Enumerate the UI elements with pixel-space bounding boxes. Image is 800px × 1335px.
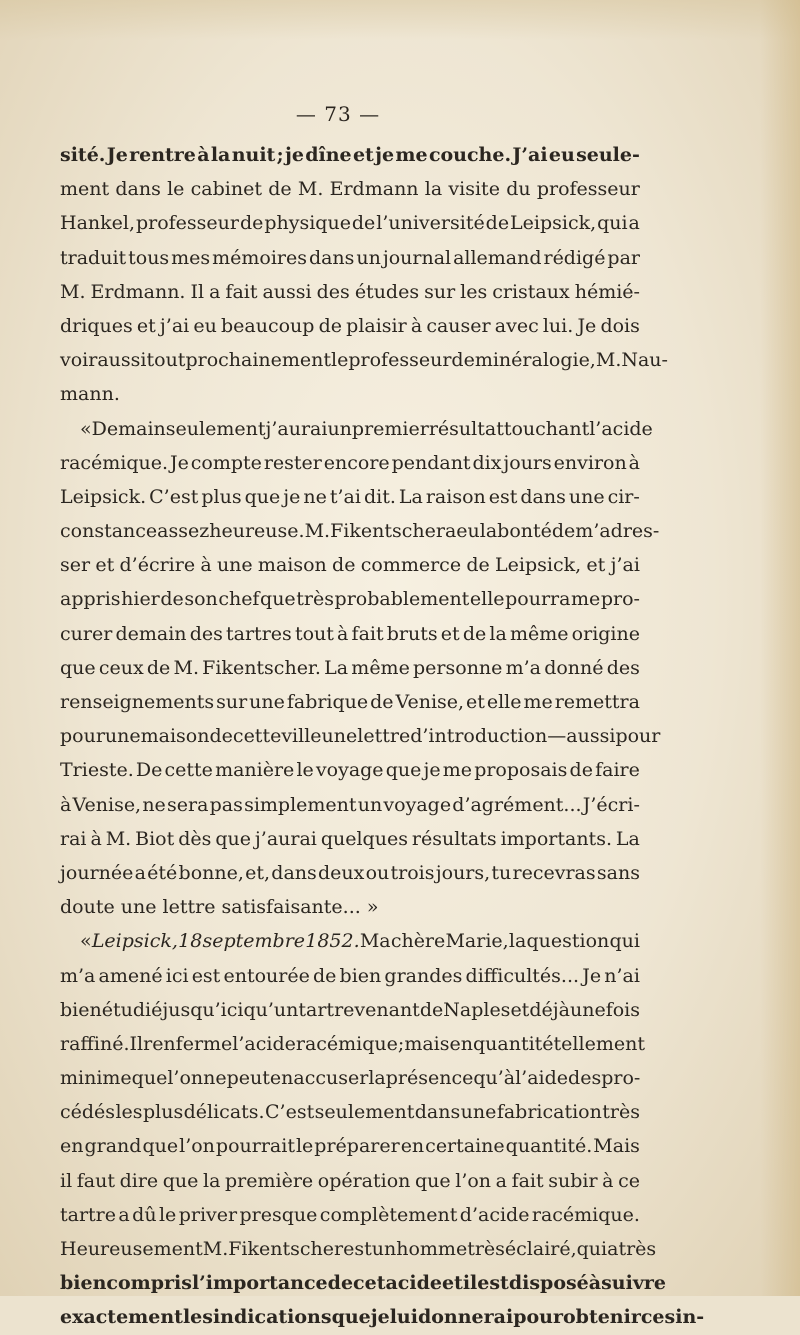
text-line: ser et d’écrire à une maison de commerce de Leipsick, et j’ai [60,554,640,577]
text-line: M. Erdmann. Il a fait aussi des études sur les cristaux hémié- [60,280,640,303]
text-line: minime que l’on ne peut en accuser la présence qu’à l’aide des pro- [60,1067,641,1090]
text-line: Trieste. De cette manière le voyage que je me proposais de faire [60,759,640,782]
text-line: que ceux de M. Fikentscher. La même personne m’a donné des [60,656,640,679]
text-line: traduit tous mes mémoires dans un journal allemand rédigé par [60,246,640,269]
text-line: en grand que l’on pourrait le préparer en certaine quantité. Mais [60,1135,640,1158]
text-line: racémique. Je compte rester encore pendant dix jours environ à [60,451,640,474]
text-line: sité. Je rentre à la nuit ; je dîne et je me couche. J’ai eu seule- [60,144,640,166]
text-line: « Leipsick, 18 septembre 1852. Ma chère Marie, la question qui [80,930,640,953]
text-line: constance assez heureuse. M. Fikentscher a eu la bonté de m’adres- [60,520,660,543]
page-shadow-right [760,0,800,1296]
text-line: tartre a dû le priver presque complètement d’acide racémique. [60,1203,640,1226]
text-line: raffiné. Il renferme l’acide racémique ; mais en quantité tellement [60,1032,645,1055]
text-line: Heureusement M. Fikentscher est un homme très éclairé, qui a très [60,1238,657,1260]
text-line: Hankel, professeur de physique de l’université de Leipsick, qui a [60,212,640,235]
text-line: à Venise, ne sera pas simplement un voyage d’agrément... J’écri- [60,793,640,816]
text-line: curer demain des tartres tout à fait bruts et de la même origine [60,622,640,645]
text-line: mann. [60,383,120,406]
text-line: doute une lettre satisfaisante... » [60,896,379,919]
text-line: journée a été bonne, et, dans deux ou trois jours, tu recevras sans [60,861,640,884]
page-number: — 73 — [295,102,381,126]
text-line: m’a amené ici est entourée de bien grandes difficultés... Je n’ai [60,964,640,987]
text-line: exactement les indications que je lui donnerai pour obtenir ce sin- [60,1306,705,1329]
text-line: il faut dire que la première opération que l’on a fait subir à ce [60,1169,640,1192]
page-shadow-top [0,0,800,40]
text-line: cédés les plus délicats. C’est seulement dans une fabrication très [60,1101,640,1124]
text-line: voir aussi tout prochainement le professeur de minéralogie, M. Nau- [60,349,668,372]
body-text [60,138,705,1335]
text-line: bien étudié jusqu’ici qu’un tartre venant de Naples et déjà une fois [60,998,640,1021]
text-line: appris hier de son chef que très probablement elle pourra me pro- [60,588,640,611]
text-line: rai à M. Biot dès que j’aurai quelques résultats importants. La [60,827,640,850]
text-line: driques et j’ai eu beaucoup de plaisir à causer avec lui. Je dois [60,314,640,337]
text-line: pour une maison de cette ville une lettre d’introduction — aussi pour [60,725,661,748]
text-line: « Demain seulement j’aurai un premier résultat touchant l’acide [80,417,653,440]
text-line: ment dans le cabinet de M. Erdmann la visite du professeur [60,178,640,201]
text-line: bien compris l’importance de cet acide et il est disposé à suivre [60,1272,666,1295]
text-line: Leipsick. C’est plus que je ne t’ai dit. La raison est dans une cir- [60,485,640,508]
text-line: renseignements sur une fabrique de Venise, et elle me remettra [60,691,640,713]
